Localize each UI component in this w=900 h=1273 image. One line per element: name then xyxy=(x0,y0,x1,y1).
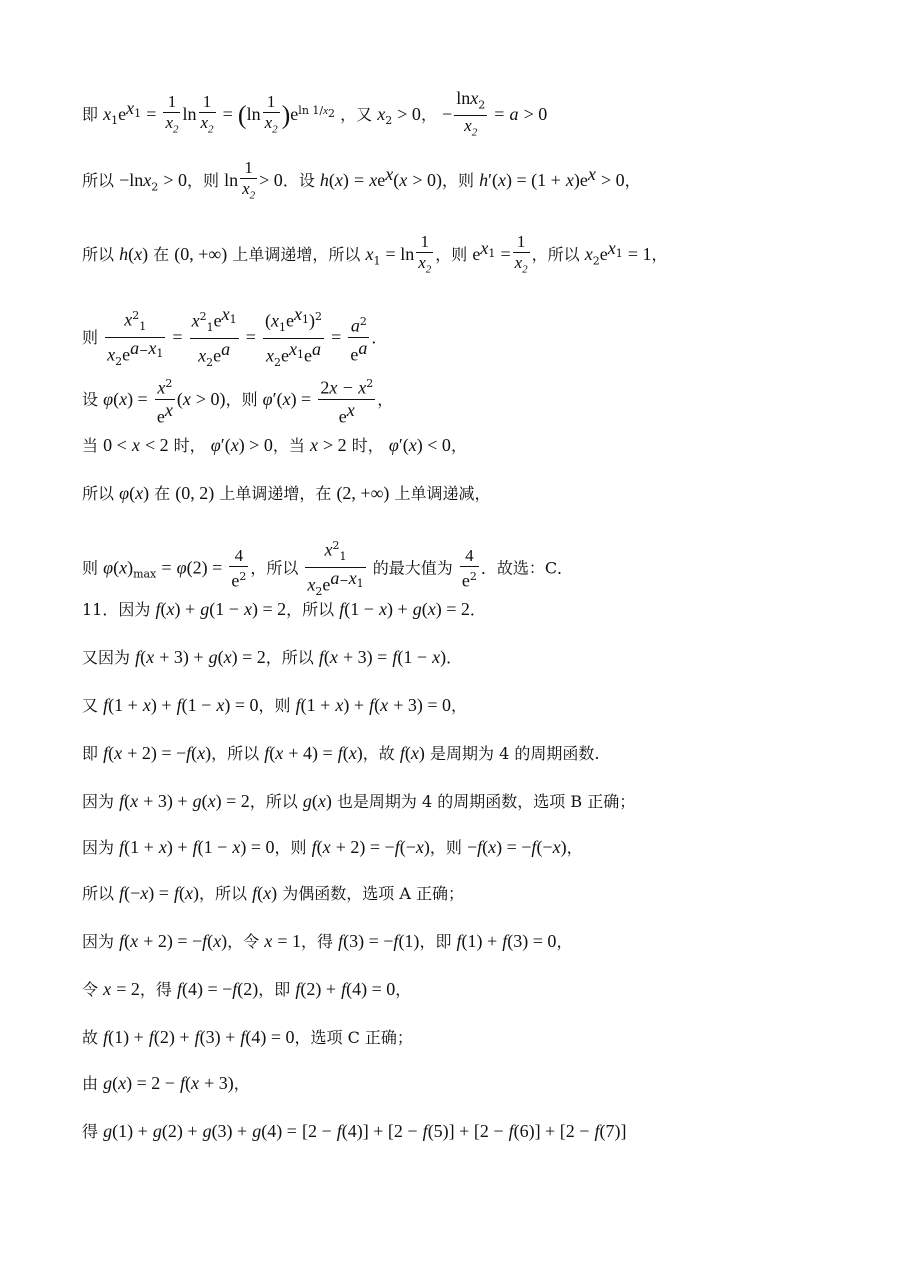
line-15: 所以 f(−x) = f(x)，所以 f(x) 为偶函数，选项 A 正确； xyxy=(82,883,464,903)
line-14: 因为 f(1 + x) + f(1 − x) = 0，则 f(x + 2) = −f(−x)，则 −f(x) = −f(−x)， xyxy=(82,837,583,857)
line-9: 11．因为 f(x) + g(1 − x) = 2，所以 f(1 − x) + g(x) = 2． xyxy=(82,599,486,619)
line-19: 由 g(x) = 2 − f(x + 3)， xyxy=(82,1073,250,1093)
line-1: 即 $x_1e^{x_1}$ = $\frac{1}{x_2}$ ln $\frac{1}{x_2}$ = (ln $\frac{1}{x_2}$ )$e^{ln 1/x_2}$ ，又 $x_2 > 0$， − $\frac{\ln x_2}{x_2}$ = a > 0 xyxy=(82,88,548,139)
line-8: 则 $\varphi(x)_{max} = \varphi(2)$ = $\frac{4}{e^2}$ ，所以 $\frac{x^2_1}{x_2e^{a-x_1}}$ 的最大值为 $\frac{4}{e^2}$ ．故选：C． xyxy=(82,536,573,602)
line-12: 即 f(x + 2) = −f(x)，所以 f(x + 4) = f(x)，故 f(x) 是周期为 4 的周期函数. xyxy=(82,743,600,763)
line-7: 所以 φ(x) 在 (0, 2) 上单调递增，在 (2, +∞) 上单调递减， xyxy=(82,483,491,503)
line-13: 因为 f(x + 3) + g(x) = 2，所以 g(x) 也是周期为 4 的周期函数，选项 B 正确； xyxy=(82,791,636,811)
line-3: 所以 h(x) 在 (0, +∞) 上单调递增，所以 $x_1 = \ln$ $\frac{1}{x_2}$ ，则 $e^{x_1}$ = $\frac{1}{x_2}$ ，所以 $x_2e^{x_1} = 1$， xyxy=(82,232,668,276)
line-18: 故 f(1) + f(2) + f(3) + f(4) = 0，选项 C 正确； xyxy=(82,1027,413,1047)
line-6: 当 0 < x < 2 时， φ′(x) > 0，当 x > 2 时， φ′(x) < 0， xyxy=(82,435,467,455)
line-20: 得 g(1) + g(2) + g(3) + g(4) = [2 − f(4)] + [2 − f(5)] + [2 − f(6)] + [2 − f(7)] xyxy=(82,1121,627,1141)
line-16: 因为 f(x + 2) = −f(x)，令 x = 1，得 f(3) = −f(1)，即 f(1) + f(3) = 0， xyxy=(82,931,573,951)
line-17: 令 x = 2，得 f(4) = −f(2)，即 f(2) + f(4) = 0， xyxy=(82,979,412,999)
line-5: 设 φ(x) = $\frac{x^2}{e^x}$ (x > 0)，则 φ′(x) = $\frac{2x - x^2}{e^x}$ ， xyxy=(82,374,393,427)
line-11: 又 f(1 + x) + f(1 − x) = 0，则 f(1 + x) + f(x + 3) = 0， xyxy=(82,695,468,715)
line-4: 则 $\frac{x^2_1}{x_2e^{a-x_1}}$ = $\frac{x^2_1e^{x_1}}{x_2e^a}$ = $\frac{(x_1e^{x_1})^2}{x_2e^{x_1}e^a}$ = $\frac{a^2}{e^a}$ ． xyxy=(82,304,388,370)
line-10: 又因为 f(x + 3) + g(x) = 2，所以 f(x + 3) = f(1 − x)． xyxy=(82,647,463,667)
line-2: 所以 −lnx$_2$ > 0，则 ln $\frac{1}{x_2}$ > 0．设 $h(x) = xe^x(x > 0)$，则 $h'(x) = (1 + x)e^x > 0$， xyxy=(82,158,641,202)
